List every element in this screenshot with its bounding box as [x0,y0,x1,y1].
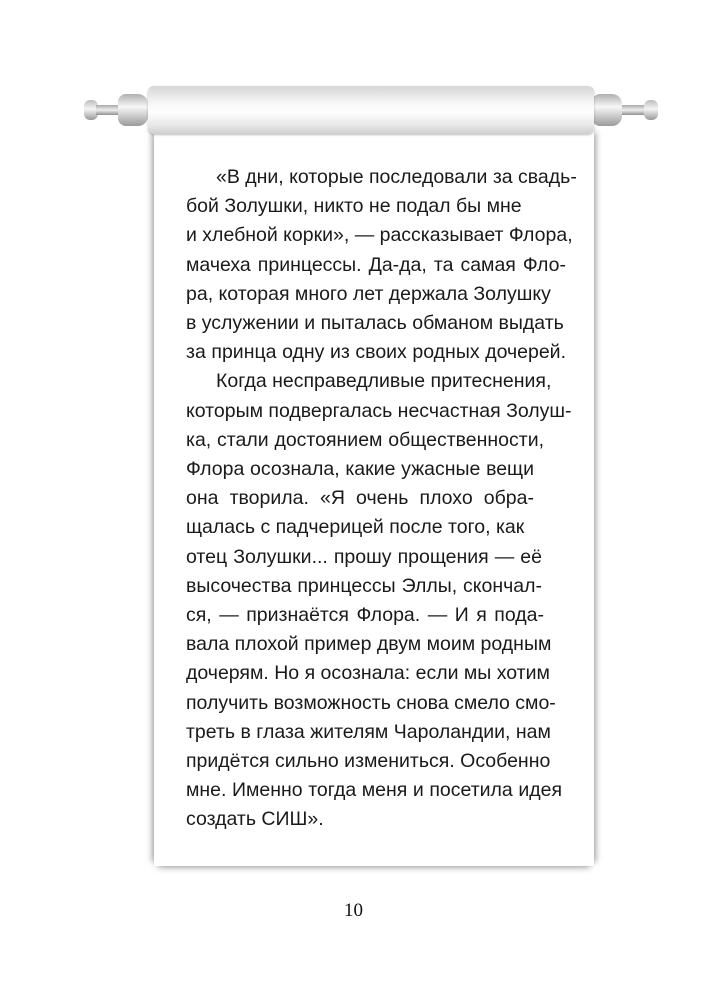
text-line: Когда несправедливые притеснения, [216,370,552,393]
text-line: получить возможность снова смело смо- [186,691,556,714]
page-number: 10 [344,900,363,921]
scroll-right-knob [592,92,658,128]
body-text [186,163,577,835]
text-line: в услужении и пыталась обманом выдать [186,312,564,335]
text-line: высочества принцессы Эллы, скончал- [186,574,542,597]
text-line: и хлебной корки», — рассказывает Флора, [186,224,573,247]
scroll-roll [148,86,594,134]
text-line: ра, которая много лет держала Золушку [186,282,551,305]
text-line: ка, стали достоянием общественности, [186,428,544,451]
text-line: отец Золушки... прошу прощения — её [186,545,542,568]
text-line: треть в глаза жителям Чароландии, нам [186,720,551,743]
text-line: «В дни, которые последовали за свадь- [216,166,577,188]
text-line: которым подвергалась несчастная Золуш- [186,399,572,422]
scroll-left-knob [84,92,150,128]
text-line: дочерям. Но я осознала: если мы хотим [186,662,550,685]
text-line: она творила. «Я очень плохо обра- [186,487,534,510]
text-line: бой Золушки, никто не подал бы мне [186,195,522,218]
text-line: мачеха принцессы. Да-да, та самая Фло- [186,253,566,276]
text-line: вала плохой пример двум моим родным [186,633,552,656]
text-line: щалась с падчерицей после того, как [186,516,525,539]
text-line: придётся сильно измениться. Особенно [186,750,551,773]
text-line: мне. Именно тогда меня и посетила идея [186,779,562,802]
text-line: за принца одну из своих родных дочерей. [186,341,566,364]
text-line: ся, — признаётся Флора. — И я пода- [186,604,544,627]
text-line: Флора осознала, какие ужасные вещи [186,458,534,481]
text-line: создать СИШ». [186,808,324,831]
